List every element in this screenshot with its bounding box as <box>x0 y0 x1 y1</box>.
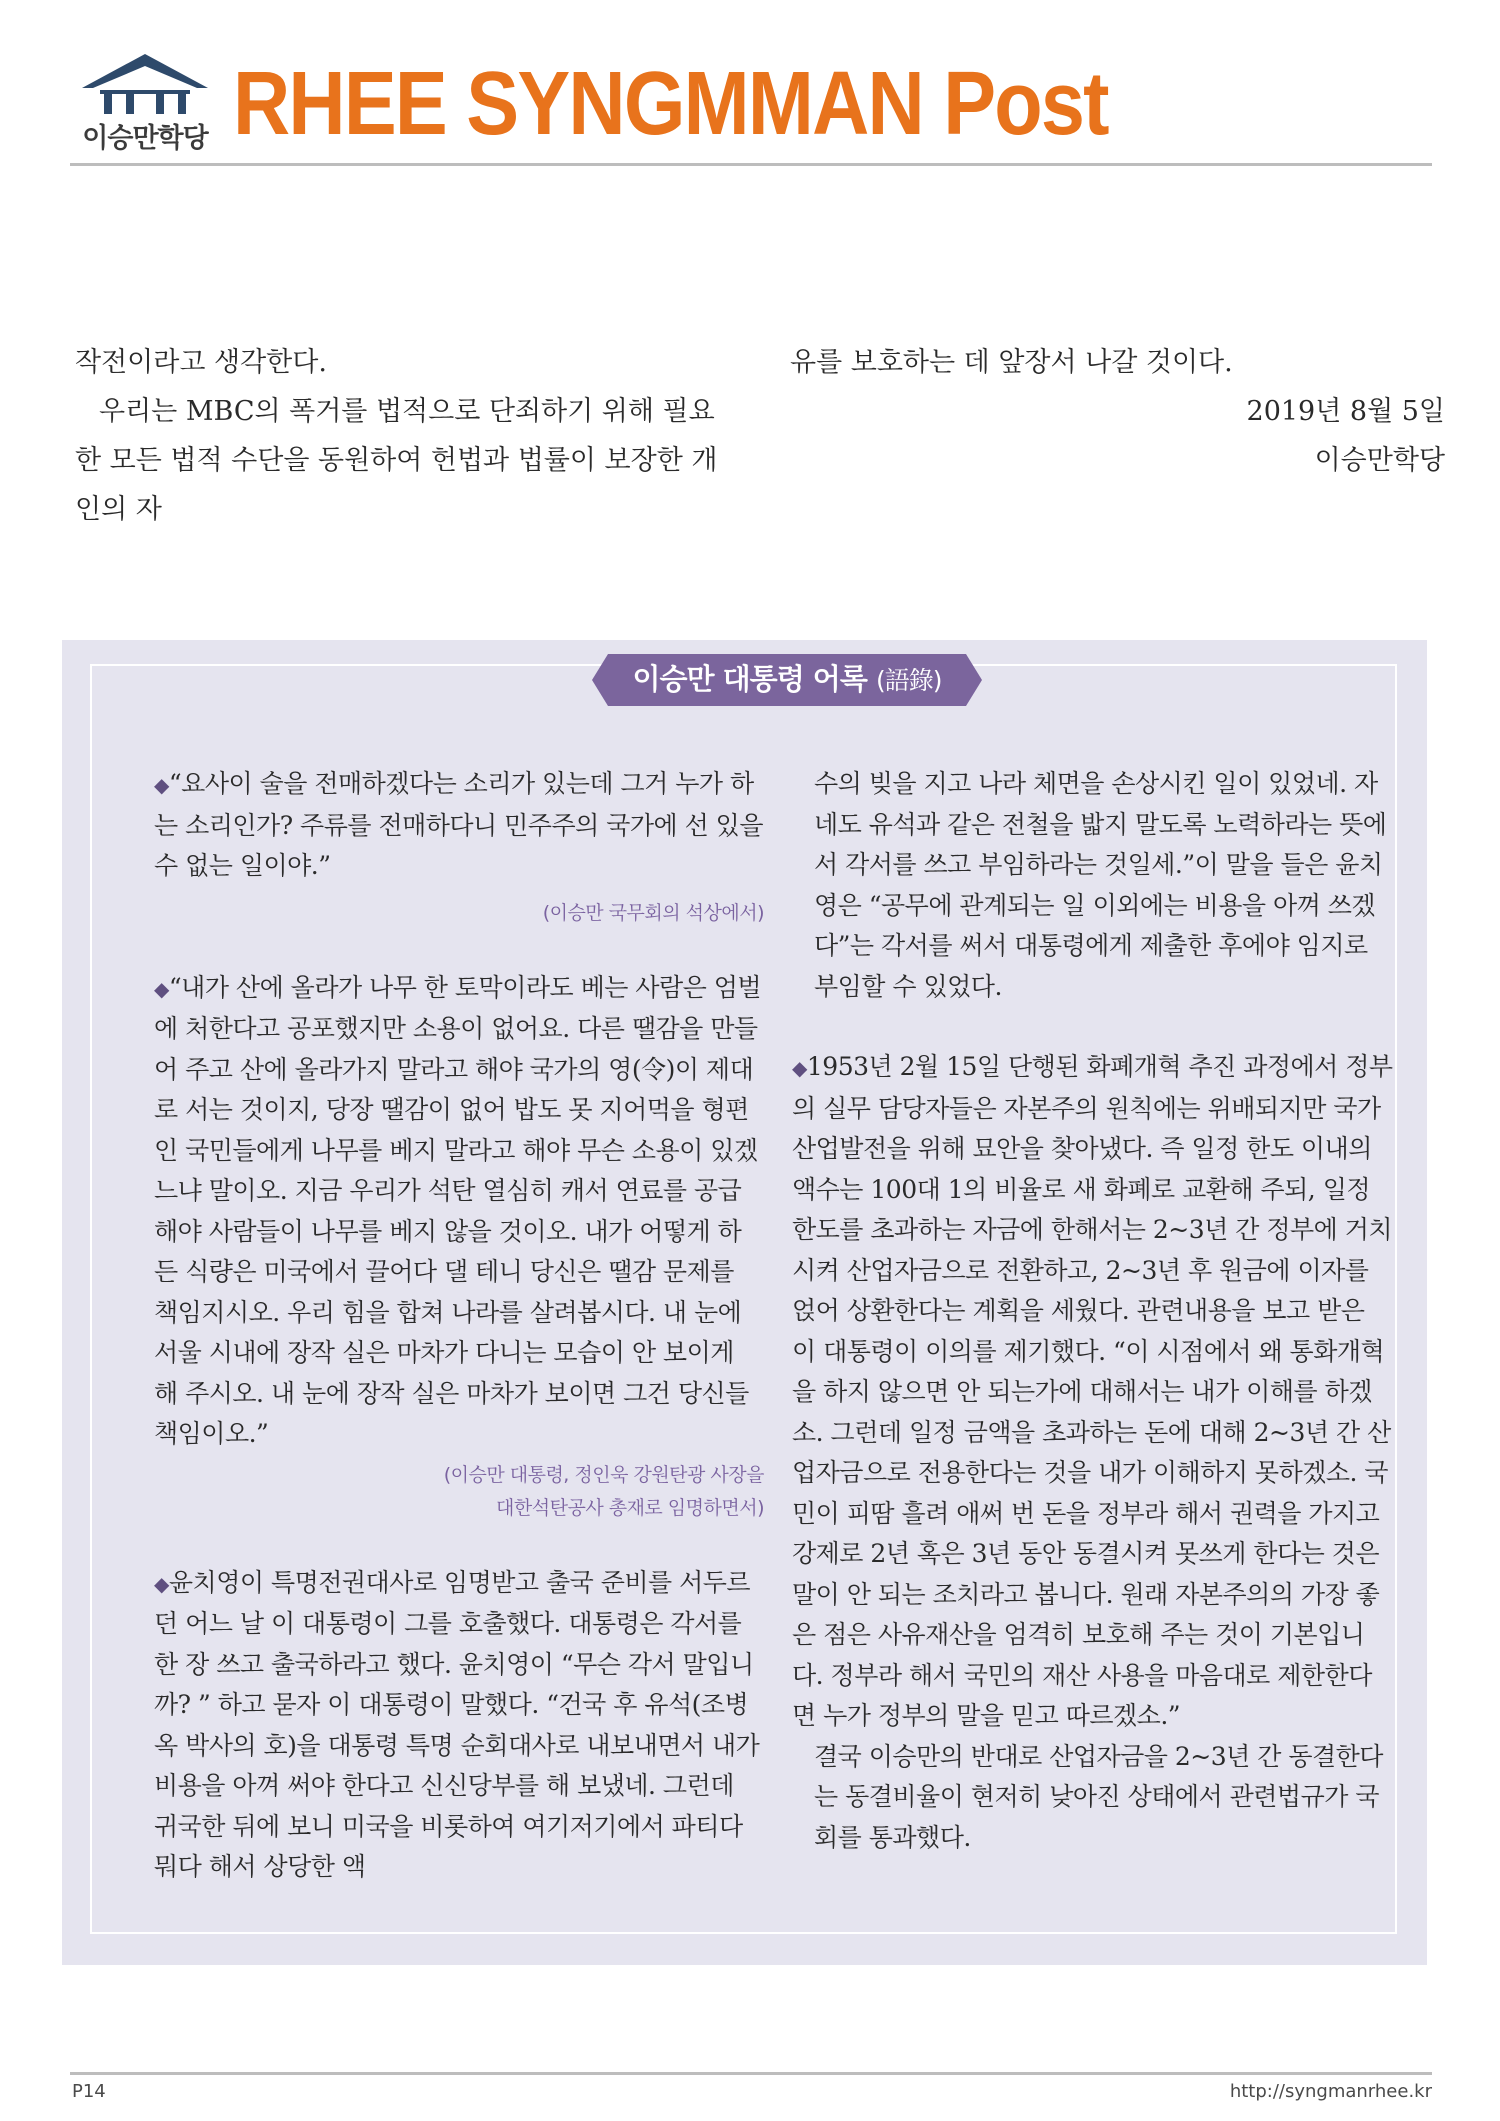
page-number: P14 <box>72 2081 106 2102</box>
quotes-frame <box>90 664 1397 1934</box>
quote-closing: 결국 이승만의 반대로 산업자금을 2~3년 간 동결한다는 동결비율이 현저히 낮아진 상태에서 관련법규가 국회를 통과했다. <box>814 1741 1383 1852</box>
quotes-title <box>592 654 982 706</box>
quote-text: 1953년 2월 15일 단행된 화폐개혁 추진 과정에서 정부의 실무 담당자들은 자본주의 원칙에는 위배되지만 국가 산업발전을 위해 묘안을 찾아냈다. 즉 일정 한도 이내의 액수는 100대 1의 비율로 새 화폐로 교환해 주되, 일정 한도를 초과하는 자금에 한해서는 2~3년 간 정부에 거치시켜 산업자금으로 전환하고, 2~3년 후 원금에 이자를 얹어 상환한다는 계획을 세웠다. 관련내용을 보고 받은 이 대통령이 이의를 제기했다. “이 시점에서 왜 통화개혁을 하지 않으면 안 되는가에 대해서는 내가 이해를 하겠소. 그런데 일정 금액을 초과하는 돈에 대해 2~3년 간 산업자금으로 전용한다는 것을 내가 이해하지 못하겠소. 국민이 피땀 흘려 애써 번 돈을 정부라 해서 권력을 가지고 강제로 2년 혹은 3년 동안 동결시켜 못쓰게 한다는 것은 말이 안 되는 조치라고 봅니다. 원래 자본주의의 가장 좋은 점은 사유재산을 엄격히 보호해 주는 것이 기본입니다. 정부라 해서 국민의 재산 사용을 마음대로 제한한다면 누가 정부의 말을 믿고 따르겠소.” <box>792 1052 1393 1730</box>
intro-paragraph: 작전이라고 생각한다. <box>75 347 327 378</box>
intro-paragraph: 우리는 MBC의 폭거를 법적으로 단죄하기 위해 필요한 모든 법적 수단을 동원하여 헌법과 법률이 보장한 개인의 자 <box>75 396 718 525</box>
masthead-title: RHEE SYNGMMAN Post <box>233 54 1108 154</box>
header-divider <box>70 163 1432 166</box>
logo-text: 이승만학당 <box>82 123 208 154</box>
footer-divider <box>70 2072 1432 2075</box>
header <box>70 48 1432 166</box>
diamond-bullet-icon: ◆ <box>154 773 169 797</box>
intro-right-column <box>790 338 1445 485</box>
quote-entry <box>792 1047 1394 1737</box>
quote-text: 윤치영이 특명전권대사로 임명받고 출국 준비를 서두르던 어느 날 이 대통령이 그를 호출했다. 대통령은 각서를 한 장 쓰고 출국하라고 했다. 윤치영이 “무슨 각서 말입니까? ” 하고 묻자 이 대통령이 말했다. “건국 후 유석(조병옥 박사의 호)을 대통령 특명 순회대사로 내보내면서 내가 비용을 아껴 써야 한다고 신신당부를 해 보냈네. 그런데 귀국한 뒤에 보니 미국을 비롯하여 여기저기에서 파티다 뭐다 해서 상당한 액 <box>154 1567 760 1881</box>
footer-url: http://syngmanrhee.kr <box>1229 2081 1432 2102</box>
quotes-title-banner <box>592 648 982 712</box>
quote-entry <box>154 1563 764 1888</box>
quotes-left-column <box>154 764 764 1888</box>
intro-date: 2019년 8월 5일 <box>1246 396 1445 427</box>
logo <box>70 48 220 166</box>
quote-text: “요사이 술을 전매하겠다는 소리가 있는데 그거 누가 하는 소리인가? 주류를 전매하다니 민주주의 국가에 선 있을 수 없는 일이야.” <box>154 769 763 880</box>
house-icon <box>70 48 220 118</box>
diamond-bullet-icon: ◆ <box>154 1571 169 1596</box>
quote-source: (이승만 국무회의 석상에서) <box>542 901 764 924</box>
quote-text: “내가 산에 올라가 나무 한 토막이라도 베는 사람은 엄벌에 처한다고 공포했지만 소용이 없어요. 다른 땔감을 만들어 주고 산에 올라가지 말라고 해야 국가의 영(令)이 제대로 서는 것이지, 당장 땔감이 없어 밥도 못 지어먹을 형편인 국민들에게 나무를 베지 말라고 해야 무슨 소용이 있겠느냐 말이오. 지금 우리가 석탄 열심히 캐서 연료를 공급해야 사람들이 나무를 베지 않을 것이오. 내가 어떻게 하든 식량은 미국에서 끌어다 댈 테니 당신은 땔감 문제를 책임지시오. 우리 힘을 합쳐 나라를 살려봅시다. 내 눈에 서울 시내에 장작 실은 마차가 다니는 모습이 안 보이게 해 주시오. 내 눈에 장작 실은 마차가 보이면 그건 당신들 책임이오.” <box>154 972 762 1448</box>
quotes-box <box>62 640 1427 1965</box>
intro-paragraph: 유를 보호하는 데 앞장서 나갈 것이다. <box>790 347 1233 378</box>
diamond-bullet-icon: ◆ <box>154 976 169 1001</box>
quotes-title-main: 이승만 대통령 어록 <box>632 662 867 696</box>
intro-left-column <box>75 338 735 534</box>
quote-continued: 수의 빚을 지고 나라 체면을 손상시킨 일이 있었네. 자네도 유석과 같은 전철을 밟지 말도록 노력하라는 뜻에서 각서를 쓰고 부임하라는 것일세.”이 말을 들은 윤치영은 “공무에 관계되는 일 이외에는 비용을 아껴 쓰겠다”는 각서를 써서 대통령에게 제출한 후에야 임지로 부임할 수 있었다. <box>814 769 1387 1001</box>
quote-entry <box>154 968 764 1455</box>
quote-source: 대한석탄공사 총재로 임명하면서) <box>496 1496 764 1519</box>
quote-entry <box>154 764 764 887</box>
intro-signature: 이승만학당 <box>1314 445 1445 476</box>
quotes-title-hanja: (語錄) <box>875 666 942 695</box>
quotes-right-column <box>792 764 1394 1858</box>
quote-source: (이승만 대통령, 정인욱 강원탄광 사장을 <box>443 1463 764 1486</box>
diamond-bullet-icon: ◆ <box>792 1056 807 1080</box>
